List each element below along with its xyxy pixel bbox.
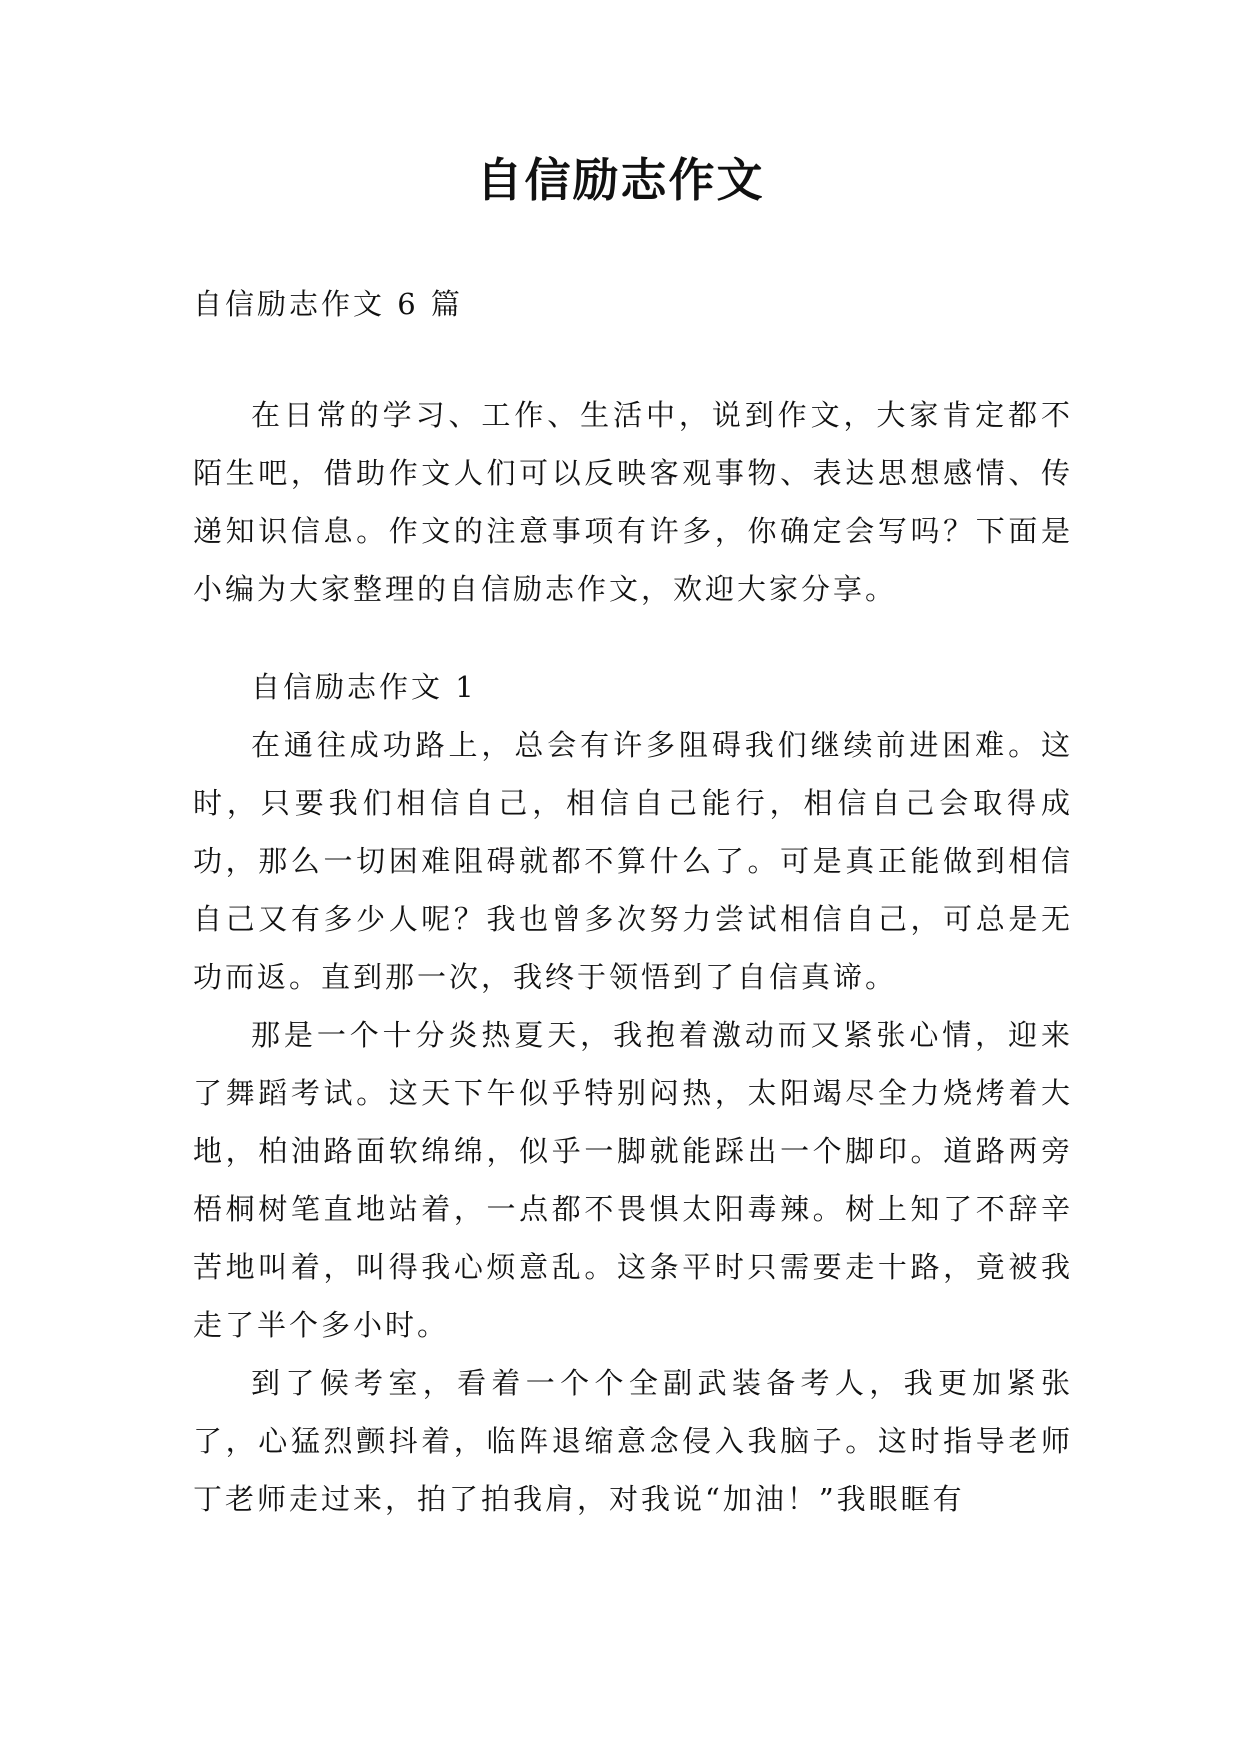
intro-section — [193, 386, 1073, 618]
essay-paragraph: 到了候考室，看着一个个全副武装备考人，我更加紧张了，心猛烈颤抖着，临阵退缩意念侵入我脑子。这时指导老师丁老师走过来，拍了拍我肩，对我说“加油！”我眼眶有 — [193, 1366, 1073, 1516]
document-subtitle: 自信励志作文 6 篇 — [193, 287, 463, 321]
document-title: 自信励志作文 — [476, 153, 765, 207]
essay-heading: 自信励志作文 1 — [251, 670, 477, 704]
document-body — [193, 282, 1073, 1528]
intro-paragraph: 在日常的学习、工作、生活中，说到作文，大家肯定都不陌生吧，借助作文人们可以反映客观事物、表达思想感情、传递知识信息。作文的注意事项有许多，你确定会写吗？下面是小编为大家整理的自信励志作文，欢迎大家分享。 — [193, 398, 1073, 606]
essay-section-1 — [193, 658, 1073, 1528]
essay-paragraph: 那是一个十分炎热夏天，我抱着激动而又紧张心情，迎来了舞蹈考试。这天下午似乎特别闷热，太阳竭尽全力烧烤着大地，柏油路面软绵绵，似乎一脚就能踩出一个脚印。道路两旁梧桐树笔直地站着，一点都不畏惧太阳毒辣。树上知了不辞辛苦地叫着，叫得我心烦意乱。这条平时只需要走十路，竟被我走了半个多小时。 — [193, 1018, 1073, 1342]
essay-paragraph: 在通往成功路上，总会有许多阻碍我们继续前进困难。这时，只要我们相信自己，相信自己能行，相信自己会取得成功，那么一切困难阻碍就都不算什么了。可是真正能做到相信自己又有多少人呢？我也曾多次努力尝试相信自己，可总是无功而返。直到那一次，我终于领悟到了自信真谛。 — [193, 728, 1073, 994]
